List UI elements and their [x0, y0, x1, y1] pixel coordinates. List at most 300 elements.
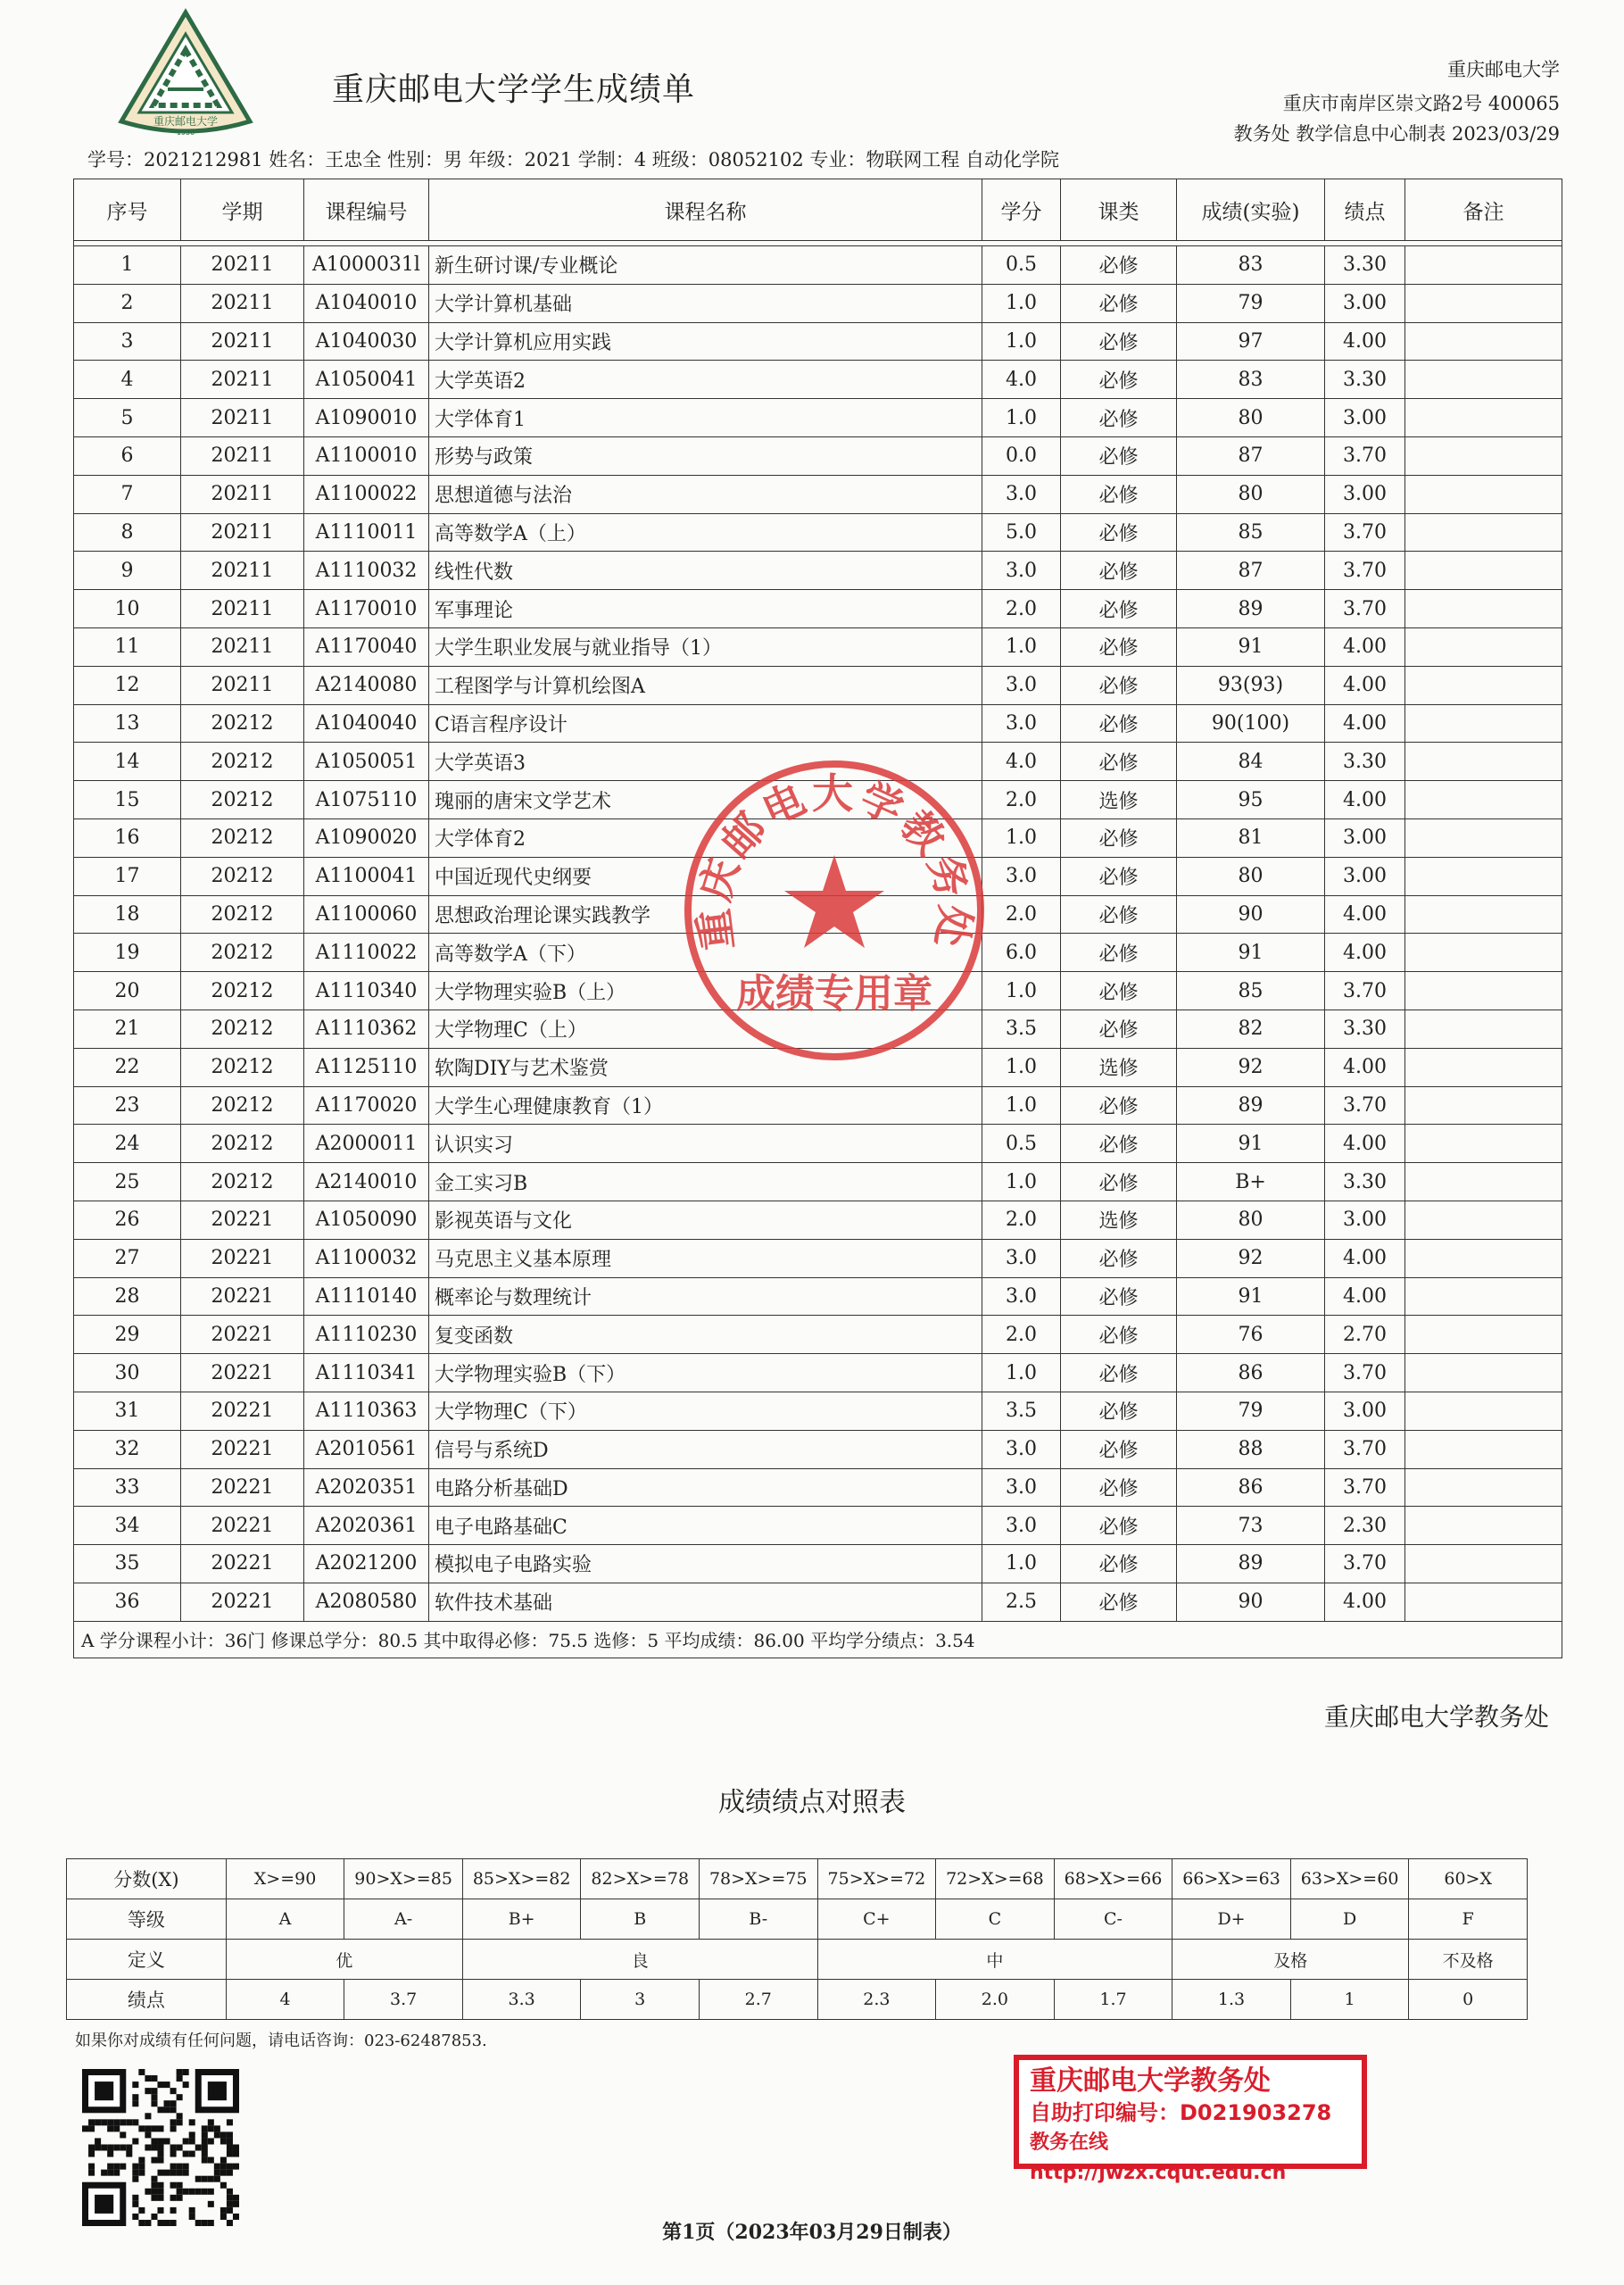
cell-remark [1405, 1086, 1562, 1125]
ref-grade-cell: C+ [817, 1899, 936, 1940]
cell-index: 21 [74, 1010, 181, 1048]
cell-term: 20211 [181, 246, 304, 285]
cell-remark [1405, 781, 1562, 819]
cell-credit: 3.0 [982, 857, 1061, 895]
cell-code: A2010561 [304, 1430, 429, 1468]
cell-type: 必修 [1061, 1583, 1177, 1621]
cell-score: 97 [1177, 322, 1325, 361]
cell-code: A1170040 [304, 627, 429, 666]
ref-def-label: 定义 [67, 1940, 227, 1980]
cell-course: 大学生心理健康教育（1） [429, 1086, 982, 1125]
cell-credit: 3.0 [982, 1239, 1061, 1277]
cell-remark [1405, 895, 1562, 934]
cell-type: 必修 [1061, 934, 1177, 972]
cell-type: 必修 [1061, 666, 1177, 704]
cell-credit: 1.0 [982, 627, 1061, 666]
cell-course: 大学物理C（下） [429, 1392, 982, 1430]
cell-gpa: 3.00 [1325, 1392, 1405, 1430]
cell-term: 20221 [181, 1239, 304, 1277]
cell-code: A2020351 [304, 1468, 429, 1507]
cell-type: 必修 [1061, 1392, 1177, 1430]
cell-remark [1405, 934, 1562, 972]
cell-code: A1110363 [304, 1392, 429, 1430]
cell-code: A1110362 [304, 1010, 429, 1048]
cell-course: 大学生职业发展与就业指导（1） [429, 627, 982, 666]
cell-gpa: 4.00 [1325, 1125, 1405, 1163]
table-row [74, 1507, 1562, 1545]
ref-gpa-cell: 1.3 [1172, 1980, 1291, 2020]
ref-grade-cell: B- [700, 1899, 818, 1940]
cell-gpa: 3.70 [1325, 1468, 1405, 1507]
cell-course: 模拟电子电路实验 [429, 1545, 982, 1583]
cell-type: 必修 [1061, 399, 1177, 437]
cell-gpa: 3.00 [1325, 475, 1405, 513]
cell-credit: 1.0 [982, 1086, 1061, 1125]
table-header-row [74, 179, 1562, 241]
ref-gpa-cell: 3.3 [462, 1980, 581, 2020]
cell-credit: 3.0 [982, 666, 1061, 704]
cell-credit: 1.0 [982, 1354, 1061, 1392]
cell-code: A1050090 [304, 1201, 429, 1239]
ref-grade-cell: B [581, 1899, 700, 1940]
cell-term: 20212 [181, 1163, 304, 1201]
cell-remark [1405, 1583, 1562, 1621]
col-header-term: 学期 [181, 179, 304, 241]
cell-credit: 2.0 [982, 781, 1061, 819]
cell-remark [1405, 552, 1562, 590]
cell-course: 大学体育2 [429, 818, 982, 857]
cell-course: 影视英语与文化 [429, 1201, 982, 1239]
table-row [74, 1277, 1562, 1316]
table-row [74, 1430, 1562, 1468]
cell-index: 23 [74, 1086, 181, 1125]
cell-type: 选修 [1061, 1048, 1177, 1086]
cell-course: 线性代数 [429, 552, 982, 590]
ref-gpa-cell: 1 [1290, 1980, 1409, 2020]
cell-index: 7 [74, 475, 181, 513]
cell-code: A1100022 [304, 475, 429, 513]
issuer-date: 教务处 教学信息中心制表 2023/03/29 [1233, 123, 1560, 145]
cell-remark [1405, 1507, 1562, 1545]
cell-type: 必修 [1061, 513, 1177, 552]
stamp-ring-text: 重庆邮电大学教务处 [689, 769, 980, 953]
cell-index: 33 [74, 1468, 181, 1507]
cell-score: 81 [1177, 818, 1325, 857]
cell-gpa: 4.00 [1325, 1583, 1405, 1621]
cell-term: 20211 [181, 361, 304, 399]
student-info: 学号：2021212981 姓名：王忠全 性别：男 年级：2021 学制：4 班级：08052102 专业：物联网工程 自动化学院 [87, 149, 1060, 170]
table-row [74, 666, 1562, 704]
cell-code: A1075110 [304, 781, 429, 819]
cell-score: B+ [1177, 1163, 1325, 1201]
cell-index: 14 [74, 743, 181, 781]
ref-def-fail: 不及格 [1409, 1940, 1528, 1980]
cell-score: 87 [1177, 552, 1325, 590]
cell-code: A2020361 [304, 1507, 429, 1545]
cell-gpa: 3.70 [1325, 590, 1405, 628]
cell-type: 必修 [1061, 1545, 1177, 1583]
cell-term: 20211 [181, 552, 304, 590]
cell-remark [1405, 1468, 1562, 1507]
cell-code: A1110032 [304, 552, 429, 590]
cell-score: 73 [1177, 1507, 1325, 1545]
cell-term: 20221 [181, 1430, 304, 1468]
cell-code: A1170020 [304, 1086, 429, 1125]
cell-remark [1405, 1354, 1562, 1392]
cell-credit: 2.0 [982, 895, 1061, 934]
cell-credit: 1.0 [982, 1048, 1061, 1086]
cell-remark [1405, 857, 1562, 895]
cell-code: A1050041 [304, 361, 429, 399]
table-row [74, 284, 1562, 322]
grade-reference-table [66, 1858, 1528, 2020]
cell-index: 2 [74, 284, 181, 322]
cell-credit: 3.0 [982, 1468, 1061, 1507]
cell-remark [1405, 1048, 1562, 1086]
cell-code: A1040030 [304, 322, 429, 361]
table-row [74, 1468, 1562, 1507]
cell-course: 金工实习B [429, 1163, 982, 1201]
cell-credit: 2.5 [982, 1583, 1061, 1621]
cell-course: 大学物理实验B（下） [429, 1354, 982, 1392]
cell-course: 大学物理实验B（上） [429, 972, 982, 1010]
ref-score-cell: 82>X>=78 [581, 1859, 700, 1899]
cell-code: A1110022 [304, 934, 429, 972]
cell-score: 85 [1177, 972, 1325, 1010]
cell-type: 必修 [1061, 1468, 1177, 1507]
cell-credit: 2.0 [982, 1316, 1061, 1354]
cell-type: 必修 [1061, 1507, 1177, 1545]
cell-type: 必修 [1061, 1316, 1177, 1354]
ref-grade-cell: B+ [462, 1899, 581, 1940]
cell-remark [1405, 627, 1562, 666]
cell-credit: 1.0 [982, 1163, 1061, 1201]
ref-grade-cell: C [936, 1899, 1055, 1940]
ref-gpa-cell: 3.7 [344, 1980, 463, 2020]
cell-credit: 3.5 [982, 1010, 1061, 1048]
cell-score: 91 [1177, 627, 1325, 666]
cell-gpa: 3.30 [1325, 246, 1405, 285]
cell-credit: 0.0 [982, 436, 1061, 475]
cell-remark [1405, 436, 1562, 475]
cell-gpa: 4.00 [1325, 1239, 1405, 1277]
table-row [74, 1239, 1562, 1277]
cell-code: A2021200 [304, 1545, 429, 1583]
cell-type: 必修 [1061, 436, 1177, 475]
cell-remark [1405, 704, 1562, 743]
cell-remark [1405, 818, 1562, 857]
cell-gpa: 4.00 [1325, 1048, 1405, 1086]
cell-remark [1405, 743, 1562, 781]
cell-credit: 3.0 [982, 552, 1061, 590]
cell-credit: 2.0 [982, 590, 1061, 628]
cell-gpa: 3.30 [1325, 743, 1405, 781]
table-row [74, 590, 1562, 628]
cell-remark [1405, 1163, 1562, 1201]
cell-course: 思想政治理论课实践教学 [429, 895, 982, 934]
cell-term: 20212 [181, 818, 304, 857]
cell-course: 大学计算机基础 [429, 284, 982, 322]
cell-type: 必修 [1061, 627, 1177, 666]
cell-type: 必修 [1061, 1125, 1177, 1163]
cell-remark [1405, 513, 1562, 552]
cell-type: 必修 [1061, 322, 1177, 361]
cell-gpa: 3.00 [1325, 857, 1405, 895]
cell-gpa: 3.00 [1325, 1201, 1405, 1239]
cell-course: 工程图学与计算机绘图A [429, 666, 982, 704]
cell-score: 91 [1177, 1125, 1325, 1163]
cell-term: 20221 [181, 1201, 304, 1239]
cell-credit: 5.0 [982, 513, 1061, 552]
cell-term: 20221 [181, 1392, 304, 1430]
cell-remark [1405, 246, 1562, 285]
cell-code: A2000011 [304, 1125, 429, 1163]
cell-term: 20212 [181, 972, 304, 1010]
ref-grade-cell: D+ [1172, 1899, 1291, 1940]
table-row [74, 1086, 1562, 1125]
cell-remark [1405, 972, 1562, 1010]
cell-score: 80 [1177, 1201, 1325, 1239]
cell-code: A1100032 [304, 1239, 429, 1277]
ref-score-row [67, 1859, 1528, 1899]
cell-type: 必修 [1061, 361, 1177, 399]
cell-score: 80 [1177, 475, 1325, 513]
cell-index: 22 [74, 1048, 181, 1086]
cell-credit: 3.5 [982, 1392, 1061, 1430]
cell-course: 马克思主义基本原理 [429, 1239, 982, 1277]
cell-score: 84 [1177, 743, 1325, 781]
cell-gpa: 4.00 [1325, 627, 1405, 666]
ref-score-cell: 90>X>=85 [344, 1859, 463, 1899]
ref-score-cell: 66>X>=63 [1172, 1859, 1291, 1899]
cell-remark [1405, 1277, 1562, 1316]
cell-type: 必修 [1061, 1277, 1177, 1316]
ref-def-row [67, 1940, 1528, 1980]
table-row [74, 1583, 1562, 1621]
cell-term: 20212 [181, 1125, 304, 1163]
cell-course: 大学体育1 [429, 399, 982, 437]
ref-score-label: 分数(X) [67, 1859, 227, 1899]
cell-course: 软陶DIY与艺术鉴赏 [429, 1048, 982, 1086]
table-row [74, 246, 1562, 285]
reference-title: 成绩绩点对照表 [718, 1787, 906, 1818]
col-header-gpa: 绩点 [1325, 179, 1405, 241]
cell-term: 20212 [181, 1086, 304, 1125]
cell-remark [1405, 1010, 1562, 1048]
cell-course: 信号与系统D [429, 1430, 982, 1468]
cell-remark [1405, 361, 1562, 399]
table-row [74, 399, 1562, 437]
cell-remark [1405, 666, 1562, 704]
ref-gpa-cell: 2.0 [936, 1980, 1055, 2020]
cell-gpa: 3.70 [1325, 1354, 1405, 1392]
ref-grade-cell: D [1290, 1899, 1409, 1940]
ref-gpa-cell: 2.7 [700, 1980, 818, 2020]
cell-term: 20221 [181, 1545, 304, 1583]
cell-credit: 4.0 [982, 361, 1061, 399]
ref-def-good: 良 [462, 1940, 817, 1980]
logo-year: 1950 [176, 129, 195, 137]
cell-code: A1000031l [304, 246, 429, 285]
ref-score-cell: 75>X>=72 [817, 1859, 936, 1899]
cell-gpa: 3.70 [1325, 1545, 1405, 1583]
cell-type: 必修 [1061, 1430, 1177, 1468]
cell-score: 83 [1177, 246, 1325, 285]
cell-type: 必修 [1061, 818, 1177, 857]
ref-score-cell: 85>X>=82 [462, 1859, 581, 1899]
cell-type: 必修 [1061, 246, 1177, 285]
cell-index: 5 [74, 399, 181, 437]
cell-credit: 3.0 [982, 475, 1061, 513]
cell-remark [1405, 590, 1562, 628]
cell-credit: 1.0 [982, 1545, 1061, 1583]
ref-gpa-cell: 2.3 [817, 1980, 936, 2020]
cell-credit: 1.0 [982, 818, 1061, 857]
ref-score-cell: 60>X [1409, 1859, 1528, 1899]
cell-type: 选修 [1061, 1201, 1177, 1239]
cell-term: 20212 [181, 934, 304, 972]
cell-score: 86 [1177, 1468, 1325, 1507]
cell-score: 88 [1177, 1430, 1325, 1468]
cell-gpa: 4.00 [1325, 934, 1405, 972]
cell-course: 软件技术基础 [429, 1583, 982, 1621]
cell-credit: 4.0 [982, 743, 1061, 781]
cell-code: A2140080 [304, 666, 429, 704]
cell-course: 认识实习 [429, 1125, 982, 1163]
cell-credit: 3.0 [982, 1277, 1061, 1316]
cell-gpa: 2.30 [1325, 1507, 1405, 1545]
ref-gpa-row [67, 1980, 1528, 2020]
summary-row [74, 1621, 1562, 1658]
cell-course: 军事理论 [429, 590, 982, 628]
cell-term: 20212 [181, 895, 304, 934]
cell-course: 电子电路基础C [429, 1507, 982, 1545]
university-name: 重庆邮电大学 [1447, 59, 1560, 80]
cell-index: 25 [74, 1163, 181, 1201]
cell-gpa: 3.70 [1325, 436, 1405, 475]
cell-credit: 6.0 [982, 934, 1061, 972]
print-office: 重庆邮电大学教务处 [1030, 2065, 1271, 2097]
cell-code: A1040010 [304, 284, 429, 322]
cell-index: 34 [74, 1507, 181, 1545]
cell-term: 20212 [181, 1010, 304, 1048]
cell-gpa: 3.00 [1325, 818, 1405, 857]
ref-gpa-cell: 1.7 [1054, 1980, 1172, 2020]
cell-index: 8 [74, 513, 181, 552]
cell-index: 15 [74, 781, 181, 819]
cell-credit: 3.0 [982, 1507, 1061, 1545]
cell-credit: 1.0 [982, 399, 1061, 437]
table-row [74, 1316, 1562, 1354]
ref-score-cell: 78>X>=75 [700, 1859, 818, 1899]
cell-credit: 1.0 [982, 284, 1061, 322]
cell-term: 20212 [181, 743, 304, 781]
cell-score: 91 [1177, 934, 1325, 972]
cell-index: 30 [74, 1354, 181, 1392]
cell-remark [1405, 1201, 1562, 1239]
footer-office: 重庆邮电大学教务处 [1323, 1702, 1549, 1732]
table-row [74, 322, 1562, 361]
cell-score: 85 [1177, 513, 1325, 552]
official-stamp [683, 759, 986, 1062]
cell-gpa: 3.00 [1325, 399, 1405, 437]
cell-code: A1100010 [304, 436, 429, 475]
cell-score: 86 [1177, 1354, 1325, 1392]
cell-index: 31 [74, 1392, 181, 1430]
cell-score: 91 [1177, 1277, 1325, 1316]
cell-term: 20221 [181, 1354, 304, 1392]
cell-index: 12 [74, 666, 181, 704]
qr-code-icon [82, 2069, 239, 2226]
cell-type: 必修 [1061, 743, 1177, 781]
cell-type: 必修 [1061, 1163, 1177, 1201]
cell-index: 17 [74, 857, 181, 895]
cell-index: 9 [74, 552, 181, 590]
cell-score: 89 [1177, 590, 1325, 628]
cell-credit: 2.0 [982, 1201, 1061, 1239]
cell-remark [1405, 399, 1562, 437]
cell-remark [1405, 1239, 1562, 1277]
table-row [74, 627, 1562, 666]
ref-def-medium: 中 [817, 1940, 1172, 1980]
cell-credit: 3.0 [982, 1430, 1061, 1468]
cell-credit: 1.0 [982, 322, 1061, 361]
cell-score: 79 [1177, 1392, 1325, 1430]
cell-score: 82 [1177, 1010, 1325, 1048]
university-address: 重庆市南岸区崇文路2号 400065 [1282, 93, 1560, 114]
page-number: 第1页（2023年03月29日制表） [662, 2221, 962, 2244]
cell-course: C语言程序设计 [429, 704, 982, 743]
print-number: 自助打印编号：D021903278 [1030, 2100, 1332, 2125]
col-header-score: 成绩(实验) [1177, 179, 1325, 241]
cell-term: 20211 [181, 627, 304, 666]
cell-type: 必修 [1061, 552, 1177, 590]
cell-course: 新生研讨课/专业概论 [429, 246, 982, 285]
cell-score: 89 [1177, 1545, 1325, 1583]
table-row [74, 475, 1562, 513]
cell-course: 高等数学A（下） [429, 934, 982, 972]
cell-gpa: 3.30 [1325, 1163, 1405, 1201]
contact-info: 如果你对成绩有任何问题，请电话咨询：023-62487853. [75, 2032, 487, 2050]
cell-score: 79 [1177, 284, 1325, 322]
print-website: 教务在线http://jwzx.cqut.edu.cn [1030, 2131, 1287, 2184]
cell-gpa: 4.00 [1325, 322, 1405, 361]
cell-score: 92 [1177, 1048, 1325, 1086]
cell-score: 90 [1177, 895, 1325, 934]
cell-credit: 0.5 [982, 1125, 1061, 1163]
cell-term: 20212 [181, 781, 304, 819]
ref-gpa-cell: 0 [1409, 1980, 1528, 2020]
cell-term: 20211 [181, 590, 304, 628]
cell-term: 20221 [181, 1277, 304, 1316]
cell-course: 大学物理C（上） [429, 1010, 982, 1048]
ref-grade-cell: A- [344, 1899, 463, 1940]
ref-score-cell: 63>X>=60 [1290, 1859, 1409, 1899]
cell-index: 1 [74, 246, 181, 285]
cell-term: 20211 [181, 284, 304, 322]
cell-index: 10 [74, 590, 181, 628]
cell-term: 20221 [181, 1583, 304, 1621]
cell-code: A1125110 [304, 1048, 429, 1086]
cell-term: 20212 [181, 704, 304, 743]
ref-score-cell: 72>X>=68 [936, 1859, 1055, 1899]
cell-type: 必修 [1061, 475, 1177, 513]
cell-term: 20211 [181, 436, 304, 475]
cell-index: 35 [74, 1545, 181, 1583]
cell-index: 29 [74, 1316, 181, 1354]
col-header-remark: 备注 [1405, 179, 1562, 241]
cell-type: 选修 [1061, 781, 1177, 819]
